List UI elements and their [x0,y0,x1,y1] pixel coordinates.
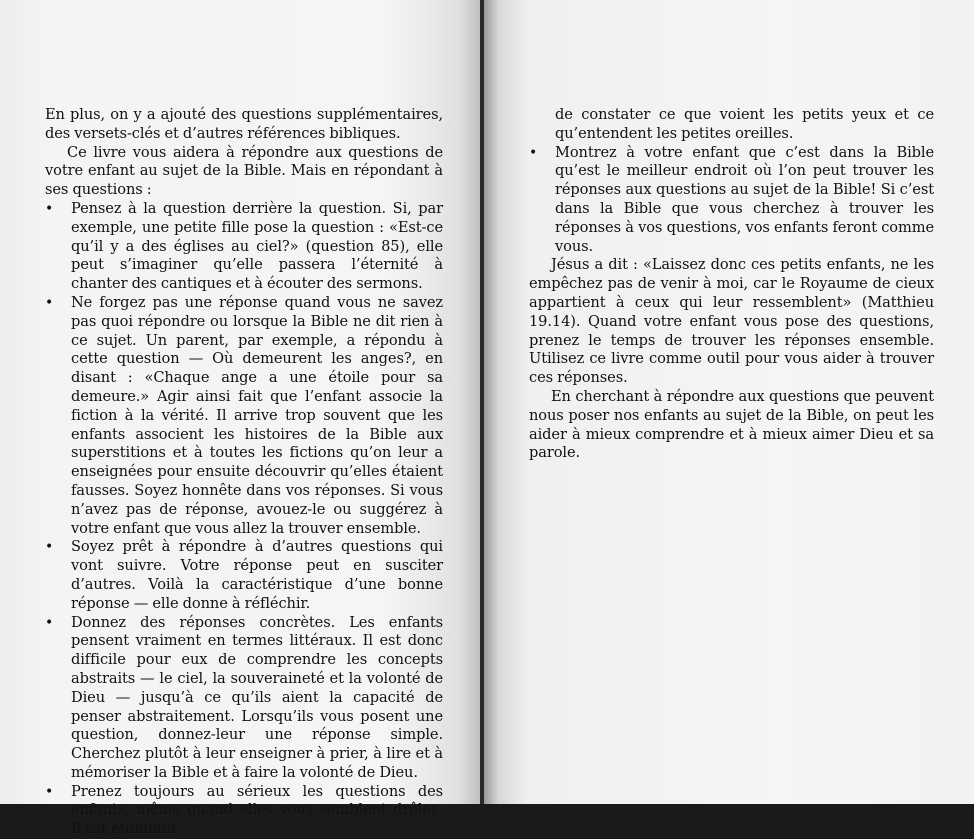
left-page [0,0,482,838]
list-item-text: Montrez à votre enfant que c’est dans la Bible qu’est le meilleur endroit où l’on peut trouver les réponses aux questions au sujet de la Bible! Si c’est dans la Bible que vous cherchez à trouver les réponses à vos questions, vos enfants feront comme vous. [555,143,934,255]
right-page-text [529,106,934,463]
list-item [45,200,443,294]
list-item [529,144,934,257]
list-item [45,538,443,613]
bullet-symbol: • [45,783,54,800]
quote-paragraph: Jésus a dit : «Laissez donc ces petits enfants, ne les empêchez pas de venir à moi, car le Royaume de cieux appartient à ceux qui leur ressemblent» (Matthieu 19.14). Quand votre enfant vous pose des questions, prenez le temps de trouver les réponses ensemble. Utilisez ce livre comme outil pour vous aider à trouver ces réponses. [529,256,934,387]
list-item-text: de constater ce que voient les petits yeux et ce qu’entendent les petites oreilles. [555,106,934,142]
bullet-symbol: • [529,144,538,161]
list-item [45,614,443,783]
bullet-symbol: • [45,614,54,631]
list-item-text: Prenez toujours au sérieux les questions des enfants, même quand elles vous semblent drôles. Il est étonnant [71,782,443,838]
list-item-text: Ne forgez pas une réponse quand vous ne savez pas quoi répondre ou lorsque la Bible ne dit rien à ce sujet. Un parent, par exemple, a répondu à cette question — Où demeurent les anges?, en disant : «Chaque ange a une étoile pour sa demeure.» Agir ainsi fait que l’enfant associe la fiction à la vérité. Il arrive trop souvent que les enfants associent les histoires de la Bible aux superstitions et à toutes les fictions qu’on leur a enseignées pour ensuite découvrir qu’elles étaient fausses. Soyez honnête dans vos réponses. Si vous n’avez pas de réponse, avouez-le ou suggérez à votre enfant que vous allez la trouver ensemble. [71,293,443,537]
list-item-continuation [529,106,934,144]
list-item-text: Donnez des réponses concrètes. Les enfants pensent vraiment en termes littéraux. Il est donc difficile pour eux de comprendre les concepts abstraits — le ciel, la souveraineté et la volonté de Dieu — jusqu’à ce qu’ils aient la capacité de penser abstraitement. Lorsqu’ils vous posent une question, donnez-leur une réponse simple. Cherchez plutôt à leur enseigner à prier, à lire et à mémoriser la Bible et à faire la volonté de Dieu. [71,613,443,781]
bullet-symbol: • [45,294,54,311]
bullet-symbol: • [45,539,54,556]
instructions-paragraph: Ce livre vous aidera à répondre aux questions de votre enfant au sujet de la Bible. Mais en répondant à ses questions : [45,143,443,199]
list-item-text: Pensez à la question derrière la question. Si, par exemple, une petite fille pose la question : «Est-ce qu’il y a des églises au ciel?» (question 85), elle peut s’imaginer qu’elle passera l’éternité à chanter des cantiques et à écouter des sermons. [71,199,443,293]
left-page-text [45,106,443,839]
intro-paragraph: En plus, on y a ajouté des questions supplémentaires, des versets-clés et d’autres références bibliques. [45,106,443,142]
bullet-symbol: • [45,200,54,217]
tips-list [45,200,443,839]
list-item-text: Soyez prêt à répondre à d’autres questions qui vont suivre. Votre réponse peut en susciter d’autres. Voilà la caractéristique d’une bonne réponse — elle donne à réfléchir. [71,538,443,612]
right-page [484,0,974,804]
list-item [45,294,443,538]
list-item [45,783,443,839]
tips-list-continued [529,106,934,256]
closing-paragraph: En cherchant à répondre aux questions que peuvent nous poser nos enfants au sujet de la Bible, on peut les aider à mieux comprendre et à mieux aimer Dieu et sa parole. [529,387,934,462]
